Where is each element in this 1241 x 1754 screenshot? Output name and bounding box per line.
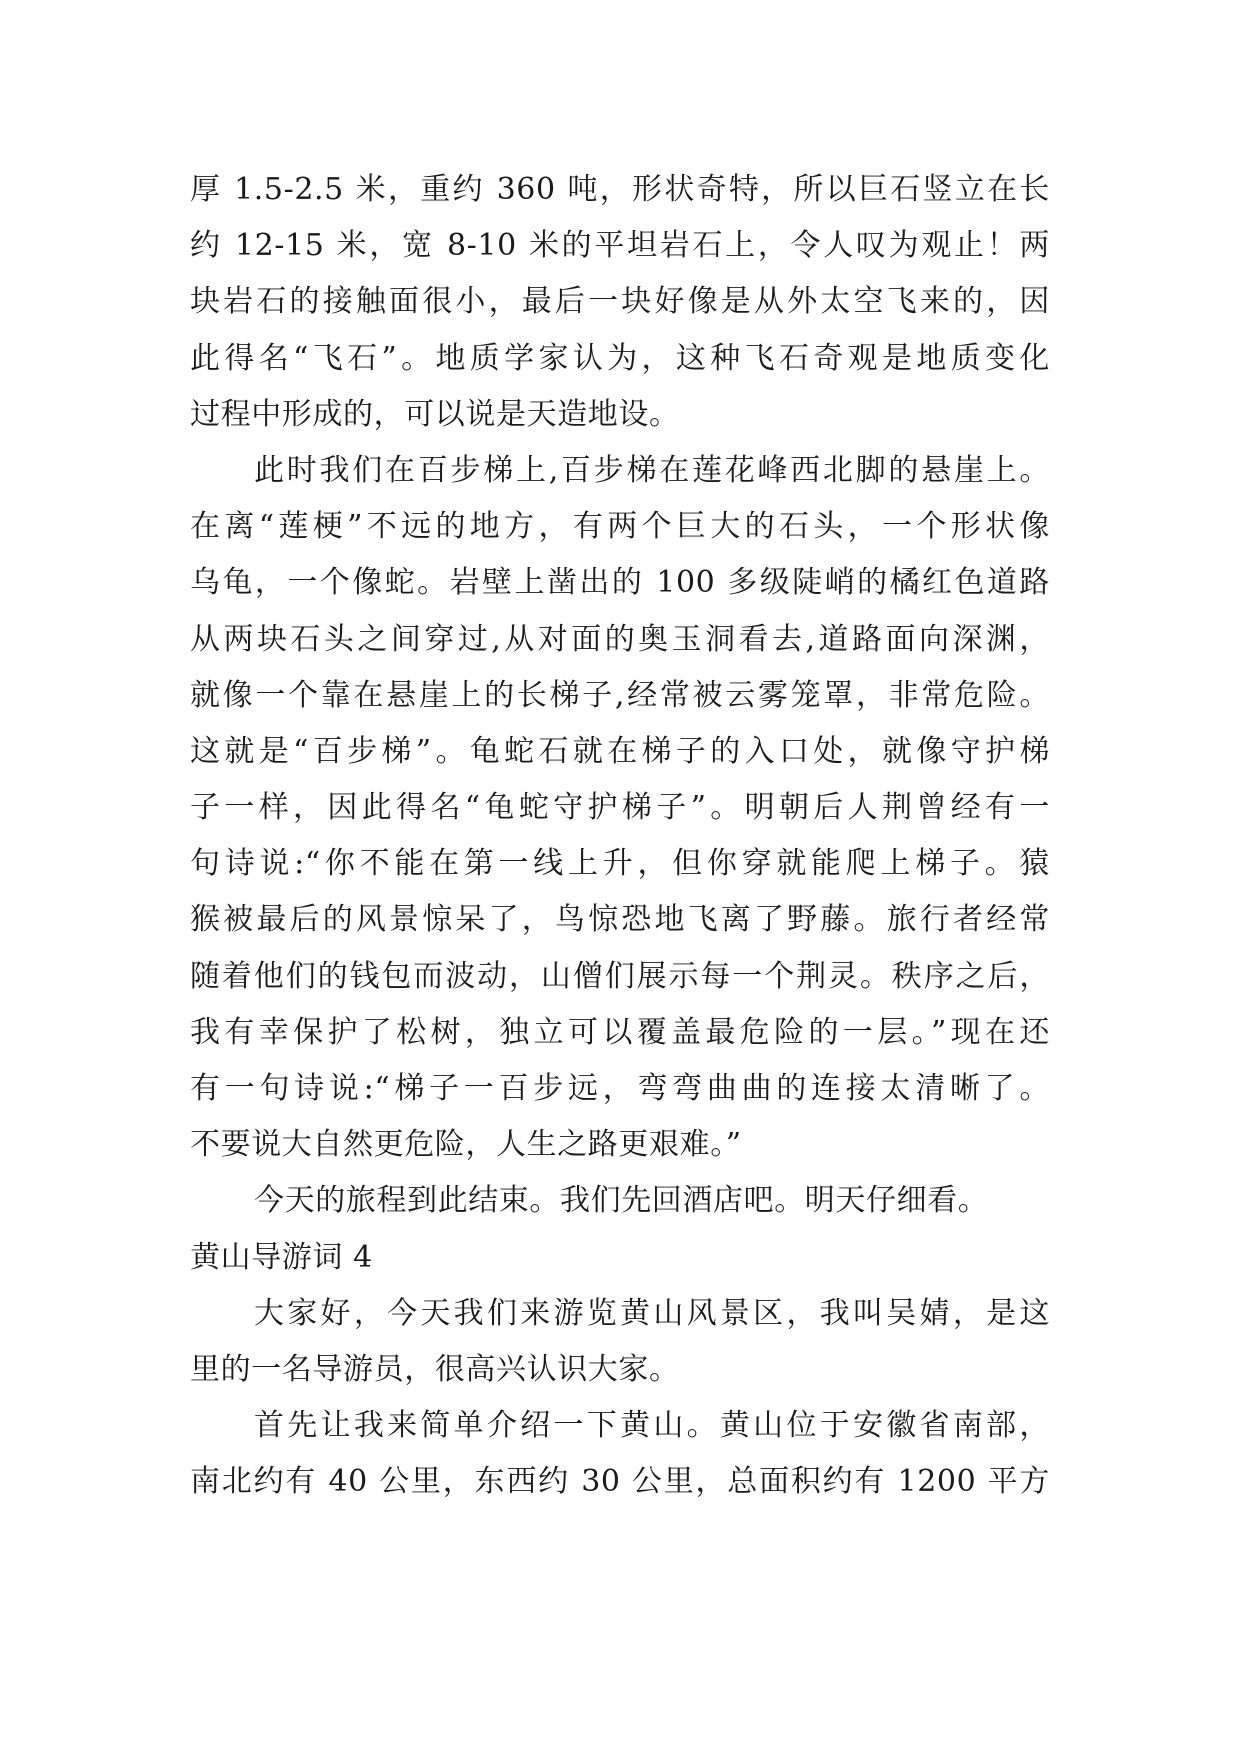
- text-line: 就像一个靠在悬崖上的长梯子,经常被云雾笼罩，非常危险。: [190, 677, 1050, 713]
- text-line: 从两块石头之间穿过,从对面的奥玉洞看去,道路面向深渊，: [190, 621, 1050, 657]
- text-line: 乌龟，一个像蛇。岩壁上凿出的 100 多级陡峭的橘红色道路: [190, 565, 1050, 601]
- text-line: 块岩石的接触面很小，最后一块好像是从外太空飞来的，因: [190, 284, 1050, 320]
- paragraph-start-line: 此时我们在百步梯上,百步梯在莲花峰西北脚的悬崖上。: [254, 452, 1050, 488]
- text-line: 猴被最后的风景惊呆了，鸟惊恐地飞离了野藤。旅行者经常: [190, 902, 1050, 938]
- text-line: 子一样，因此得名“龟蛇守护梯子”。明朝后人荆曾经有一: [190, 790, 1050, 826]
- text-line: 不要说大自然更危险，人生之路更艰难。”: [190, 1127, 742, 1163]
- text-line: 过程中形成的，可以说是天造地设。: [190, 396, 680, 432]
- text-line: 此得名“飞石”。地质学家认为，这种飞石奇观是地质变化: [190, 340, 1050, 376]
- paragraph-start-line: 今天的旅程到此结束。我们先回酒店吧。明天仔细看。: [254, 1183, 989, 1219]
- paragraph-start-line: 大家好，今天我们来游览黄山风景区，我叫吴婧，是这: [254, 1295, 1050, 1331]
- text-line: 厚 1.5-2.5 米，重约 360 吨，形状奇特，所以巨石竖立在长: [190, 172, 1050, 207]
- section-heading: 黄山导游词 4: [190, 1239, 373, 1275]
- text-line: 里的一名导游员，很高兴认识大家。: [190, 1351, 680, 1387]
- text-line: 在离“莲梗”不远的地方，有两个巨大的石头，一个形状像: [190, 509, 1050, 545]
- text-line: 南北约有 40 公里，东西约 30 公里，总面积约有 1200 平方: [190, 1464, 1050, 1500]
- text-line: 约 12-15 米，宽 8-10 米的平坦岩石上，令人叹为观止！两: [190, 228, 1050, 264]
- text-line: 有一句诗说:“梯子一百步远，弯弯曲曲的连接太清晰了。: [190, 1071, 1050, 1106]
- text-line: 句诗说:“你不能在第一线上升，但你穿就能爬上梯子。猿: [190, 846, 1050, 882]
- paragraph-start-line: 首先让我来简单介绍一下黄山。黄山位于安徽省南部，: [254, 1408, 1050, 1444]
- text-line: 随着他们的钱包而波动，山僧们展示每一个荆灵。秩序之后，: [190, 958, 1050, 994]
- text-line: 我有幸保护了松树，独立可以覆盖最危险的一层。”现在还: [190, 1014, 1050, 1050]
- body-text: [190, 162, 1050, 1511]
- text-line: 这就是“百步梯”。龟蛇石就在梯子的入口处，就像守护梯: [190, 733, 1050, 769]
